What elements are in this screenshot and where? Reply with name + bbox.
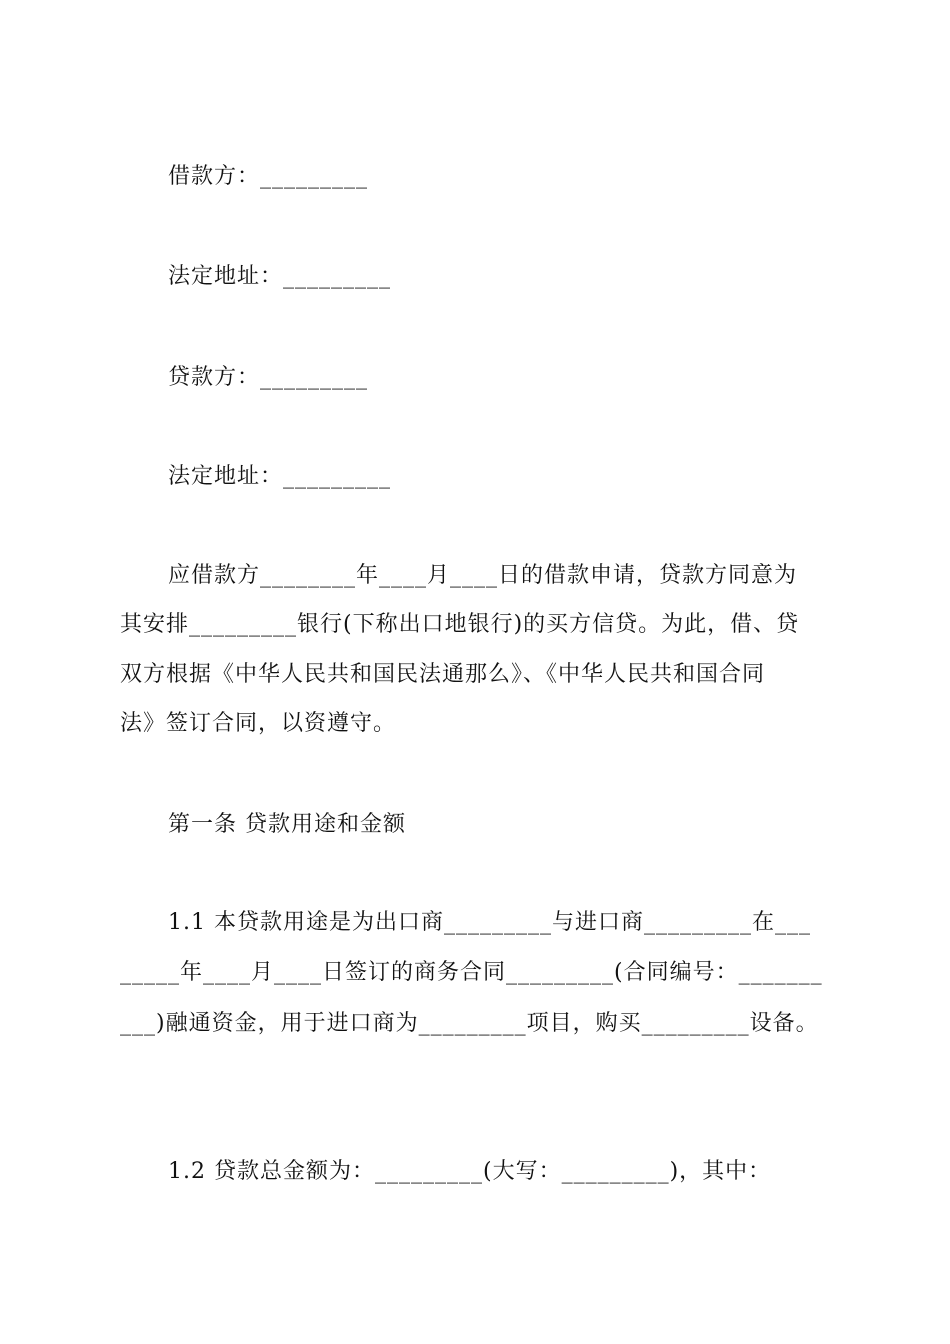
clause-1-1-line-1: 1.1 本贷款用途是为出口商_________与进口商_________在___ xyxy=(168,910,811,935)
clause-1-1-line-3: ___)融通资金，用于进口商为_________项目，购买_________设备。 xyxy=(120,1011,819,1036)
preamble-line-3: 双方根据《中华人民共和国民法通那么》、《中华人民共和国合同 xyxy=(120,662,766,687)
borrower-address-line: 法定地址：_________ xyxy=(168,264,392,289)
preamble-line-2: 其安排_________银行(下称出口地银行)的买方信贷。为此，借、贷 xyxy=(120,612,800,637)
lender-line: 贷款方：_________ xyxy=(168,365,369,390)
borrower-line: 借款方：_________ xyxy=(168,164,369,189)
lender-address-line: 法定地址：_________ xyxy=(168,464,392,489)
clause-1-2: 1.2 贷款总金额为：_________(大写：_________)，其中： xyxy=(168,1159,772,1184)
article-1-title: 第一条 贷款用途和金额 xyxy=(168,812,406,837)
clause-1-1-line-2: _____年____月____日签订的商务合同_________(合同编号：_______ xyxy=(120,960,823,985)
preamble-line-4: 法》签订合同，以资遵守。 xyxy=(120,711,397,736)
preamble-line-1: 应借款方________年____月____日的借款申请，贷款方同意为 xyxy=(168,563,798,588)
